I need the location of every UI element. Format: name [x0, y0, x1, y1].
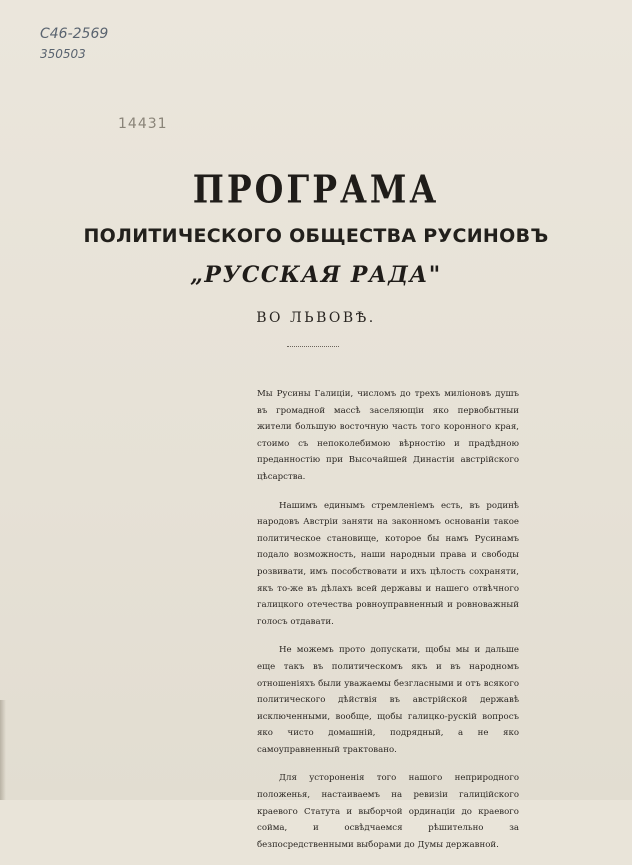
divider-rule — [287, 346, 339, 347]
paragraph-2: Нашимъ единымъ стремленiемъ есть, въ родинѣ народовъ Австрiи заняти на законномъ основанiи такое политическое становище, которое бы намъ Русинамъ подало возможность, наши народныи права и свободы розвивати, имъ пособствовати и ихъ цѣлость сохраняти, якъ то-же въ дѣлахъ всей державы и нашего отвѣчного галицкого отечества ровноуправненный и ровноважный голосъ отдавати. — [257, 500, 519, 627]
pencil-mark: 14431 — [118, 116, 168, 132]
society-name: „РУССКАЯ РАДА" — [190, 262, 442, 288]
paragraph-4: Для устороненiя того нашого неприродного положенья, настаиваемъ на ревизiи галицiйского краевого Статута и выборчой ординацiи до краевого сойма, и освѣдчаемся рѣшительно за безпосредственными выборами до Думы державной. — [257, 773, 519, 850]
document-title: ПРОГРАМА — [192, 167, 440, 212]
handwritten-number: 350503 — [40, 47, 86, 61]
paragraph-1: Мы Русины Галиціи, числомъ до трехъ милiоновъ душъ въ громадной массѣ заселяющiи яко первобытныи жители большую восточную часть того коронного края, стоимо съ непоколебимою вѣрностiю и прадѣдною преданностiю при Высочайшей Династiи австрiйского цѣсарства. — [257, 389, 519, 482]
handwritten-shelfmark: С46-2569 — [40, 26, 109, 42]
paragraph-3: Не можемъ прото допускати, щобы мы и дальше еще такъ въ политическомъ якъ и въ народномъ отношенiяхъ были уважаемы безгласными и отъ всякого политического дѣйствiя въ австрiйской державѣ исключенными, вообще, щобы галицко-рускiй вопросъ яко чисто домашнiй, подрядный, а не яко самоуправненный трактовано. — [257, 645, 519, 755]
place-line: ВО ЛЬВОВѢ. — [256, 310, 376, 326]
body-text — [257, 386, 519, 865]
page-edge-shadow — [0, 700, 6, 800]
document-subtitle: ПОЛИТИЧЕСКОГО ОБЩЕСТВА РУСИНОВЪ — [83, 225, 549, 247]
